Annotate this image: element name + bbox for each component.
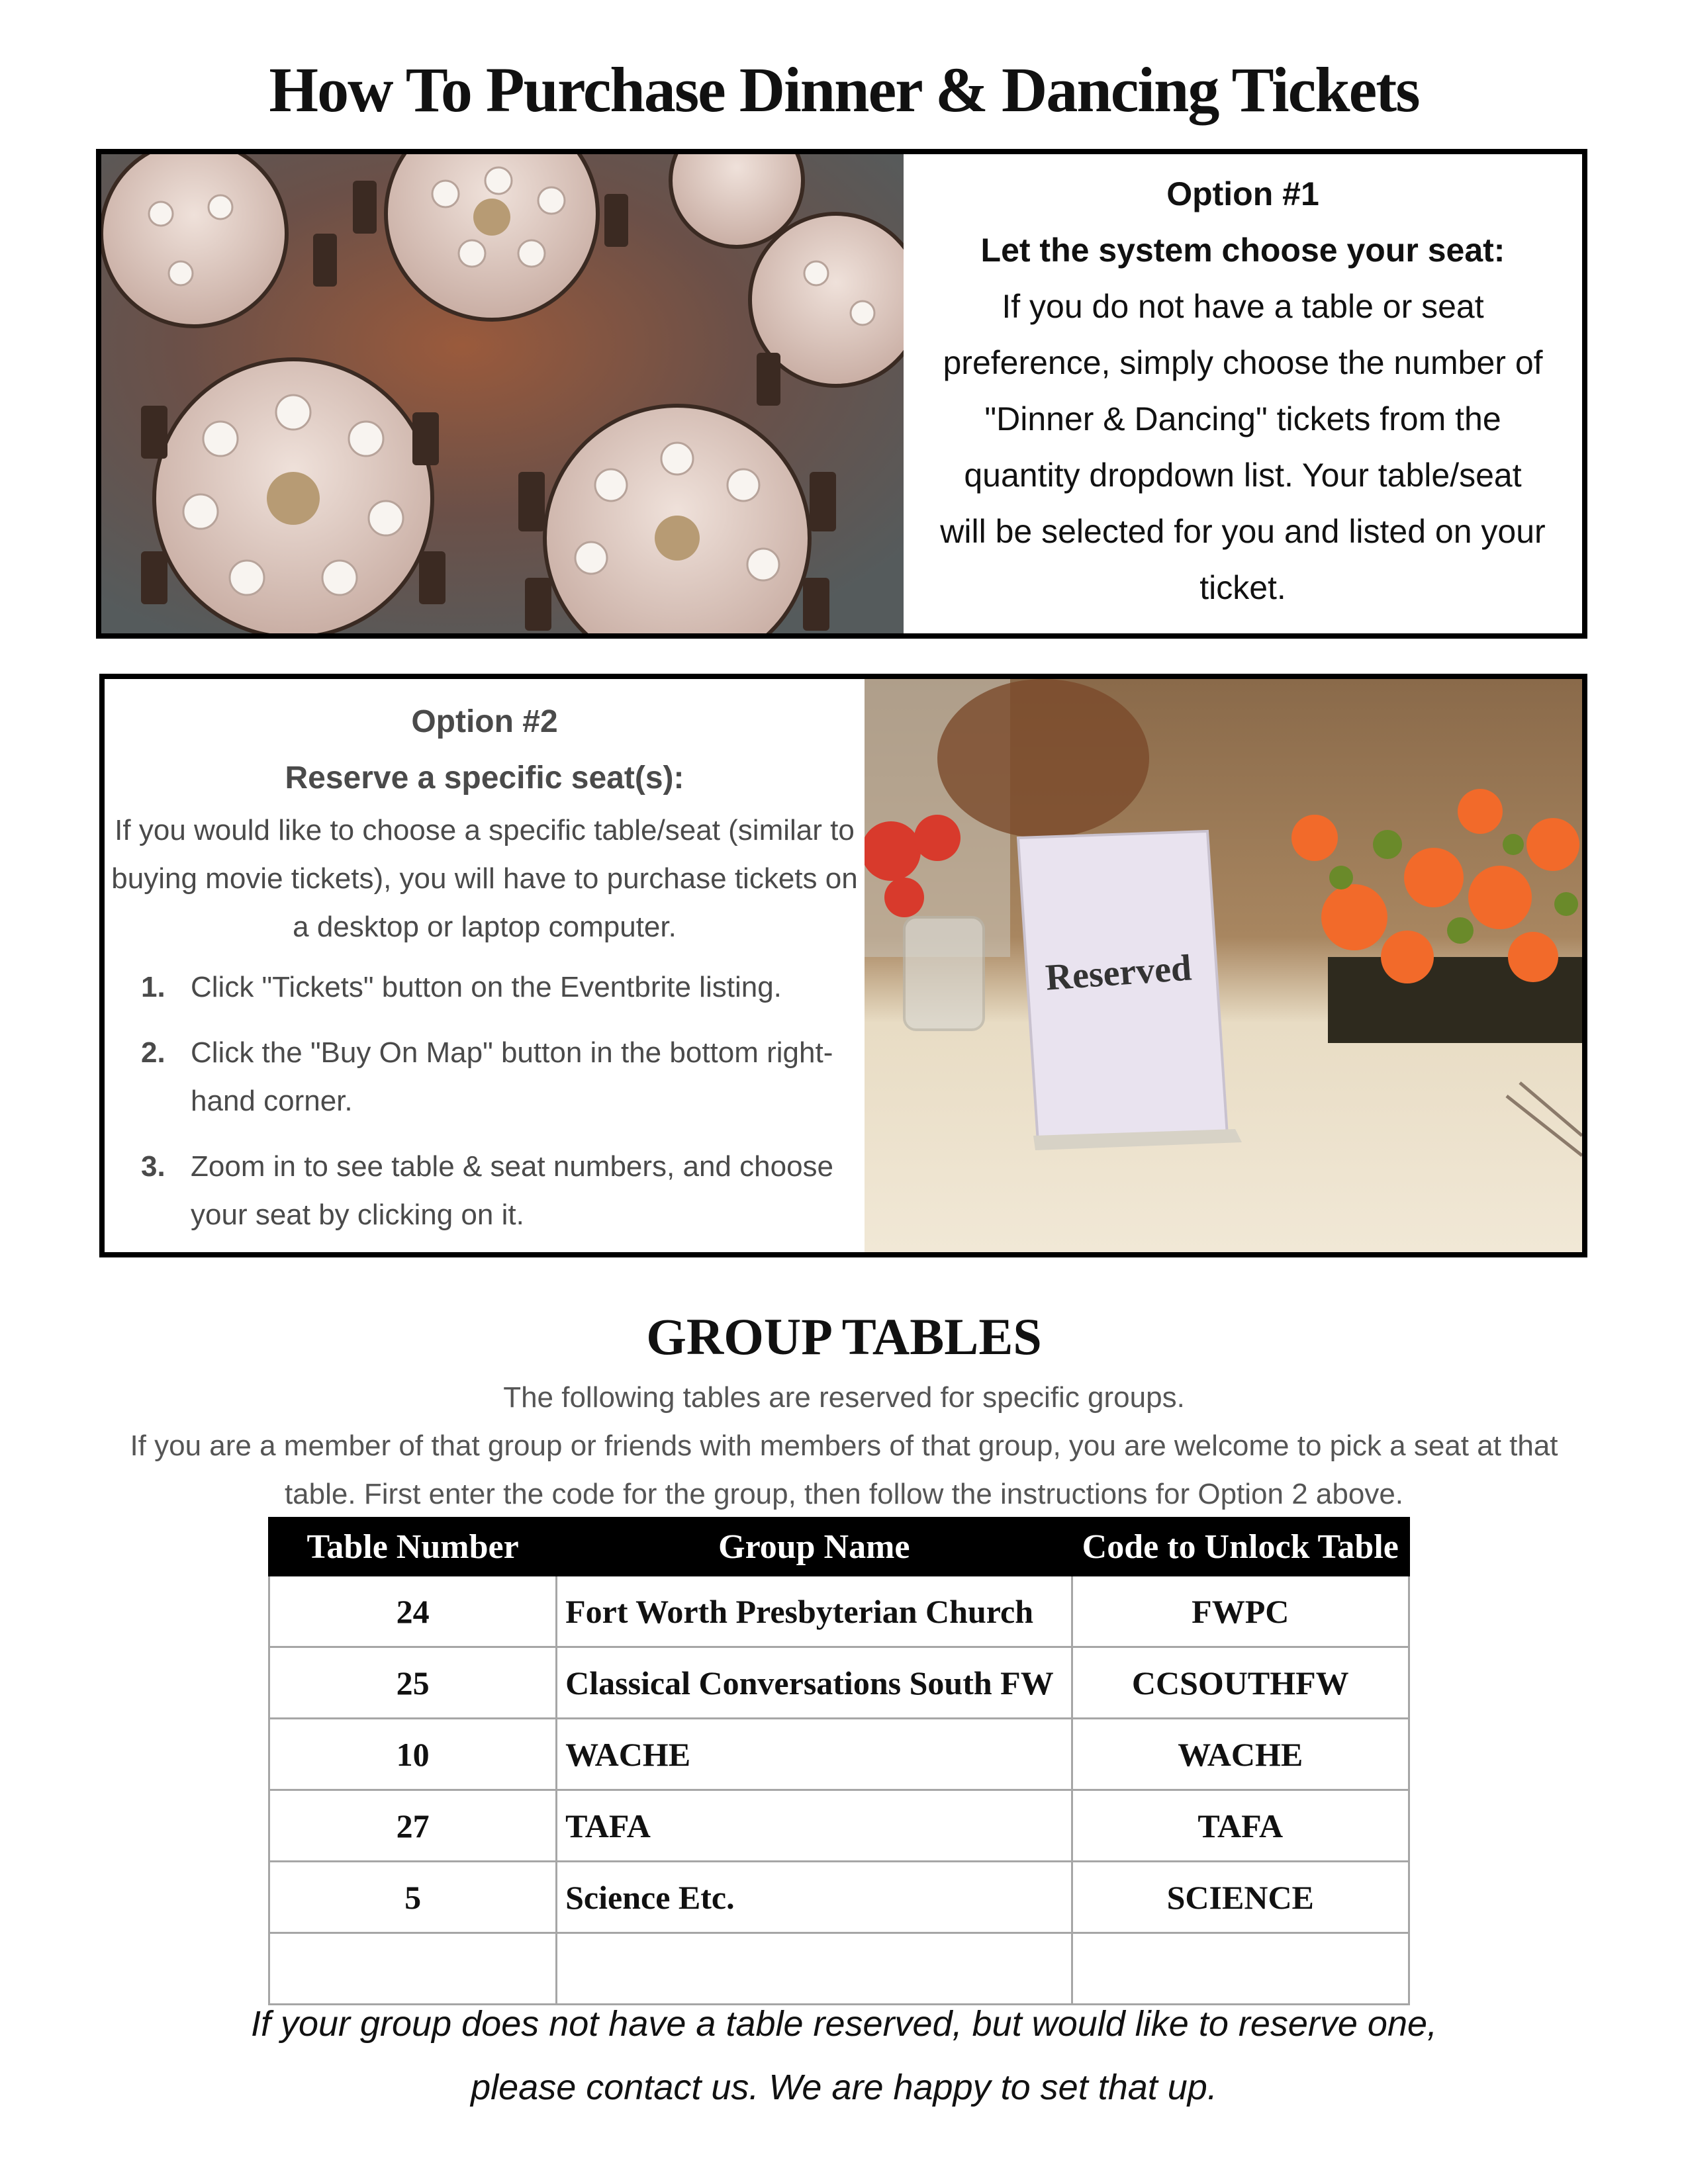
group-name-cell: Fort Worth Presbyterian Church — [557, 1576, 1072, 1647]
group-name-cell: Classical Conversations South FW — [557, 1647, 1072, 1719]
header-group-name: Group Name — [557, 1518, 1072, 1576]
footer-line-2: please contact us. We are happy to set that up. — [471, 2068, 1217, 2107]
reserved-sign-photo — [865, 679, 1582, 1252]
group-tables-table — [268, 1517, 1410, 2005]
group-tables-title: GROUP TABLES — [646, 1308, 1042, 1365]
step-item — [105, 1142, 865, 1239]
table-row — [269, 1790, 1409, 1862]
step-item — [105, 963, 865, 1011]
table-header-row — [269, 1518, 1409, 1576]
table-row — [269, 1719, 1409, 1790]
option1-box — [96, 149, 1587, 639]
table-number-cell: 5 — [269, 1862, 557, 1933]
table-number-cell: 24 — [269, 1576, 557, 1647]
group-name-cell: TAFA — [557, 1790, 1072, 1862]
code-cell: CCSOUTHFW — [1072, 1647, 1409, 1719]
option2-text — [105, 679, 865, 1252]
table-row — [269, 1576, 1409, 1647]
step-item — [105, 1028, 865, 1125]
option2-heading: Option #2 — [411, 704, 558, 739]
group-tables-intro: The following tables are reserved for specific groups. — [503, 1381, 1185, 1414]
group-name-cell: WACHE — [557, 1719, 1072, 1790]
option1-text — [904, 154, 1582, 633]
option2-box — [99, 674, 1587, 1257]
option1-heading: Option #1 — [1166, 175, 1319, 212]
table-number-cell: 25 — [269, 1647, 557, 1719]
option2-intro: If you would like to choose a specific table/seat (similar to buying movie tickets), you will have to purchase tickets on a desktop or laptop computer. — [111, 814, 858, 943]
option2-subheading: Reserve a specific seat(s): — [285, 760, 684, 796]
code-cell: SCIENCE — [1072, 1862, 1409, 1933]
group-name-cell: Science Etc. — [557, 1862, 1072, 1933]
page-title: How To Purchase Dinner & Dancing Tickets — [269, 54, 1419, 125]
step-text: Click "Tickets" button on the Eventbrite listing. — [191, 971, 782, 1003]
header-table-number: Table Number — [269, 1518, 557, 1576]
header-code: Code to Unlock Table — [1072, 1518, 1409, 1576]
table-row — [269, 1862, 1409, 1933]
table-row — [269, 1647, 1409, 1719]
step-text: Zoom in to see table & seat numbers, and choose your seat by clicking on it. — [191, 1150, 834, 1231]
code-cell: FWPC — [1072, 1576, 1409, 1647]
reserved-sign-text: Reserved — [1044, 947, 1194, 999]
table-number-cell: 10 — [269, 1719, 557, 1790]
option1-body: If you do not have a table or seat preference, simply choose the number of "Dinner & Dancing" tickets from the quantity dropdown list. Your table/seat will be selected for you and listed on your ticket. — [940, 288, 1546, 606]
group-tables-instructions: If you are a member of that group or friends with members of that group, you are welcome to pick a seat at that table. First enter the code for the group, then follow the instructions for Option 2 above. — [130, 1430, 1558, 1510]
step-number: 1. — [141, 971, 165, 1003]
step-number: 2. — [141, 1036, 165, 1069]
footer-note — [0, 1992, 1688, 2119]
option1-subheading: Let the system choose your seat: — [980, 232, 1505, 269]
table-number-cell: 27 — [269, 1790, 557, 1862]
code-cell: TAFA — [1072, 1790, 1409, 1862]
footer-line-1: If your group does not have a table reserved, but would like to reserve one, — [250, 2004, 1438, 2044]
step-text: Click the "Buy On Map" button in the bottom right-hand corner. — [191, 1036, 833, 1117]
option2-steps — [105, 963, 865, 1239]
step-number: 3. — [141, 1150, 165, 1183]
code-cell: WACHE — [1072, 1719, 1409, 1790]
banquet-tables-photo — [101, 154, 904, 633]
